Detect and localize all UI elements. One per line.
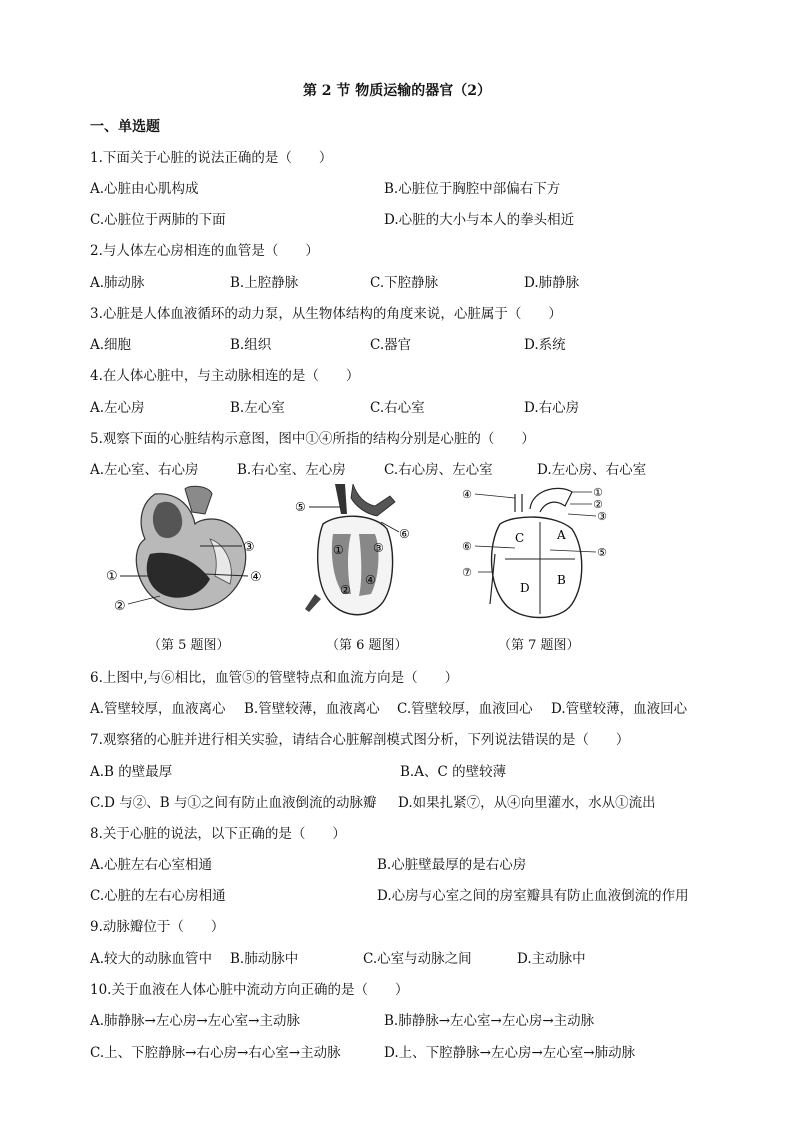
option[interactable]: A.左心房: [90, 400, 145, 416]
question-stem: 10.关于血液在人体心脏中流动方向正确的是（ ）: [90, 982, 409, 998]
question-stem: 8.关于心脏的说法，以下正确的是（ ）: [90, 826, 346, 842]
option[interactable]: C.D 与②、B 与①之间有防止血液倒流的动脉瓣: [90, 795, 377, 811]
fig5-label-1: ①: [106, 569, 118, 584]
question-stem: 1.下面关于心脏的说法正确的是（ ）: [90, 150, 333, 166]
fig5-label-4: ④: [250, 570, 262, 585]
fig7-label-1: ①: [593, 486, 603, 499]
figure-caption: （第 7 题图）: [498, 638, 580, 653]
option[interactable]: B.右心室、左心房: [237, 462, 346, 478]
figure-caption: （第 6 题图）: [326, 638, 408, 653]
option[interactable]: C.心脏的左右心房相通: [90, 888, 226, 904]
question-stem: 2.与人体左心房相连的血管是（ ）: [90, 243, 319, 259]
option[interactable]: C.管壁较厚，血液回心: [397, 701, 533, 717]
option[interactable]: B.左心室: [230, 400, 285, 416]
fig6-label-1: ①: [333, 543, 344, 557]
question-stem: 9.动脉瓣位于（ ）: [90, 919, 225, 935]
option[interactable]: D.右心房: [524, 400, 580, 416]
question-stem: 3.心脏是人体血液循环的动力泵，从生物体结构的角度来说，心脏属于（ ）: [90, 306, 562, 322]
option[interactable]: D.系统: [524, 337, 566, 353]
option[interactable]: A.左心室、右心房: [90, 462, 199, 478]
fig6-label-2: ②: [340, 583, 351, 597]
option[interactable]: D.心房与心室之间的房室瓣具有防止血液倒流的作用: [377, 888, 689, 904]
figure-caption: （第 5 题图）: [148, 638, 230, 653]
option[interactable]: A.管壁较厚，血液离心: [90, 701, 226, 717]
option[interactable]: C.上、下腔静脉→右心房→右心室→主动脉: [90, 1045, 341, 1061]
option[interactable]: D.上、下腔静脉→左心房→左心室→肺动脉: [384, 1045, 636, 1061]
figure-5-heart-diagram: [100, 484, 275, 624]
fig6-label-5: ⑤: [295, 500, 306, 514]
heart-figures: [100, 484, 700, 654]
fig7-label-5: ⑤: [597, 546, 607, 559]
question-stem: 6.上图中,与⑥相比，血管⑤的管壁特点和血流方向是（ ）: [90, 670, 459, 686]
figure-6-heart-diagram: [295, 484, 420, 624]
option[interactable]: D.心脏的大小与本人的拳头相近: [384, 212, 575, 228]
fig7-label-3: ③: [597, 510, 607, 523]
question-stem: 4.在人体心脏中，与主动脉相连的是（ ）: [90, 368, 360, 384]
fig7-label-7: ⑦: [462, 566, 472, 579]
fig5-label-2: ②: [114, 599, 126, 614]
option[interactable]: C.下腔静脉: [370, 275, 439, 291]
fig6-label-4: ④: [365, 573, 376, 587]
option[interactable]: B.肺静脉→左心室→左心房→主动脉: [384, 1013, 595, 1029]
option[interactable]: B.A、C 的壁较薄: [400, 764, 507, 780]
option[interactable]: A.心脏左右心室相通: [90, 857, 213, 873]
option[interactable]: B.上腔静脉: [230, 275, 299, 291]
fig6-label-3: ③: [373, 541, 384, 555]
option[interactable]: D.管壁较薄，血液回心: [551, 701, 688, 717]
option[interactable]: B.心脏壁最厚的是右心房: [377, 857, 527, 873]
option[interactable]: C.右心房、左心室: [384, 462, 493, 478]
option[interactable]: A.肺静脉→左心房→左心室→主动脉: [90, 1013, 300, 1029]
option[interactable]: A.心脏由心肌构成: [90, 181, 199, 197]
section-heading: 一、单选题: [90, 119, 160, 135]
option[interactable]: B.管壁较薄，血液离心: [244, 701, 380, 717]
option[interactable]: A.B 的壁最厚: [90, 764, 173, 780]
option[interactable]: C.右心室: [370, 400, 425, 416]
figure-7-heart-diagram: [460, 484, 630, 624]
option[interactable]: D.主动脉中: [517, 951, 586, 967]
option[interactable]: D.左心房、右心室: [537, 462, 647, 478]
option[interactable]: D.如果扎紧⑦，从④向里灌水，水从①流出: [398, 795, 656, 811]
option[interactable]: B.心脏位于胸腔中部偏右下方: [384, 181, 561, 197]
option[interactable]: A.细胞: [90, 337, 132, 353]
fig7-label-C: C: [515, 531, 525, 545]
option[interactable]: C.心脏位于两肺的下面: [90, 212, 226, 228]
option[interactable]: B.组织: [230, 337, 272, 353]
option[interactable]: D.肺静脉: [524, 275, 580, 291]
question-stem: 7.观察猪的心脏并进行相关实验，请结合心脏解剖模式图分析，下列说法错误的是（ ）: [90, 732, 630, 748]
option[interactable]: C.器官: [370, 337, 412, 353]
question-stem: 5.观察下面的心脏结构示意图，图中①④所指的结构分别是心脏的（ ）: [90, 431, 535, 447]
fig7-label-6: ⑥: [462, 540, 472, 553]
fig6-label-6: ⑥: [399, 527, 410, 541]
fig7-label-B: B: [557, 573, 566, 587]
fig7-label-4: ④: [462, 488, 472, 501]
fig7-label-2: ②: [593, 498, 603, 511]
page-title: 第 2 节 物质运输的器官（2）: [302, 83, 492, 99]
option[interactable]: B.肺动脉中: [230, 951, 299, 967]
option[interactable]: C.心室与动脉之间: [363, 951, 472, 967]
option[interactable]: A.较大的动脉血管中: [90, 951, 213, 967]
fig7-label-A: A: [557, 528, 566, 542]
fig7-label-D: D: [520, 581, 530, 595]
fig5-label-3: ③: [243, 540, 255, 555]
option[interactable]: A.肺动脉: [90, 275, 145, 291]
